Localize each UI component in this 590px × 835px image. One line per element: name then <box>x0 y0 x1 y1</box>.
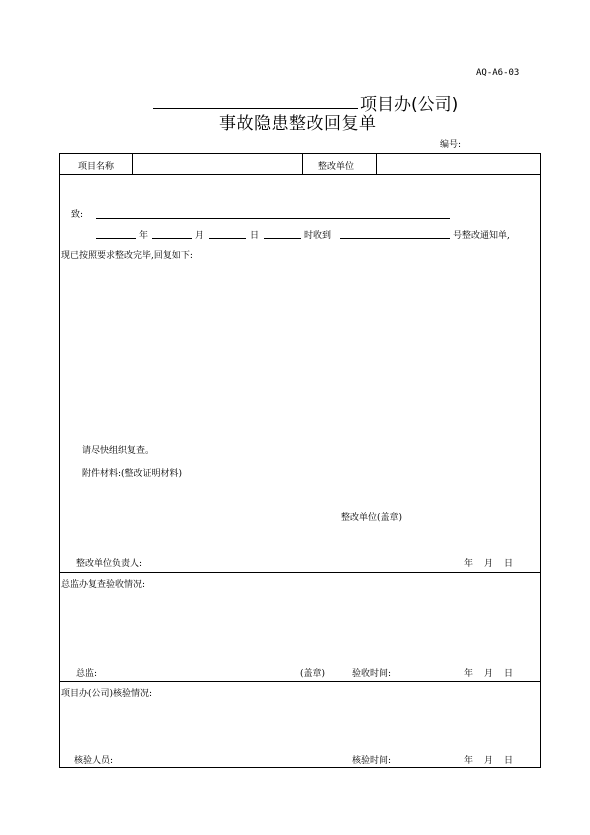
day-label: 日 <box>250 231 260 241</box>
review-seal-label: (盖章) <box>300 669 326 679</box>
rectify-unit-field[interactable] <box>382 159 532 171</box>
date-year: 年 <box>464 559 474 569</box>
title-line1: 项目办(公司) <box>360 95 459 115</box>
date-month: 月 <box>484 669 494 679</box>
row-divider <box>60 681 540 682</box>
divider <box>302 154 303 174</box>
month-blank[interactable] <box>152 238 192 239</box>
year-blank[interactable] <box>96 238 136 239</box>
day-blank[interactable] <box>209 238 246 239</box>
verify-person-label: 核验人员: <box>74 756 114 766</box>
date-month: 月 <box>484 559 494 569</box>
received-label: 时收到 <box>304 231 332 241</box>
hour-blank[interactable] <box>264 238 301 239</box>
month-label: 月 <box>195 231 205 241</box>
rectify-unit-label: 整改单位 <box>318 162 355 172</box>
serial-number-label: 编号: <box>440 140 462 150</box>
date-day: 日 <box>504 756 514 766</box>
notice-number-blank[interactable] <box>340 238 450 239</box>
verify-time-label: 核验时间: <box>352 756 392 766</box>
date-year: 年 <box>464 756 474 766</box>
divider <box>376 154 377 174</box>
review-title: 总监办复查验收情况: <box>61 580 146 590</box>
date-day: 日 <box>504 669 514 679</box>
seal-text: 整改单位(盖章) <box>341 513 403 523</box>
date-day: 日 <box>504 559 514 569</box>
notice-suffix: 号整改通知单, <box>453 231 510 241</box>
to-label: 致: <box>71 210 84 220</box>
verify-title: 项目办(公司)核验情况: <box>61 689 153 699</box>
row-divider <box>60 572 540 573</box>
year-label: 年 <box>139 231 149 241</box>
project-name-label: 项目名称 <box>78 162 115 172</box>
row-divider <box>60 174 540 175</box>
doc-code: AQ-A6-03 <box>476 68 520 78</box>
date-month: 月 <box>484 756 494 766</box>
accept-time-label: 验收时间: <box>352 669 392 679</box>
reply-body-text: 现已按照要求整改完毕,回复如下: <box>61 251 193 261</box>
reply-form <box>59 153 541 768</box>
request-text: 请尽快组织复查。 <box>82 446 155 456</box>
project-name-field[interactable] <box>140 159 300 171</box>
to-blank[interactable] <box>96 218 450 219</box>
date-year: 年 <box>464 669 474 679</box>
divider <box>132 154 133 174</box>
responsible-label: 整改单位负责人: <box>76 559 143 569</box>
page-title: 事故隐患整改回复单 <box>219 114 377 134</box>
attachment-text: 附件材料:(整改证明材料) <box>82 469 183 479</box>
chief-label: 总监: <box>76 669 98 679</box>
